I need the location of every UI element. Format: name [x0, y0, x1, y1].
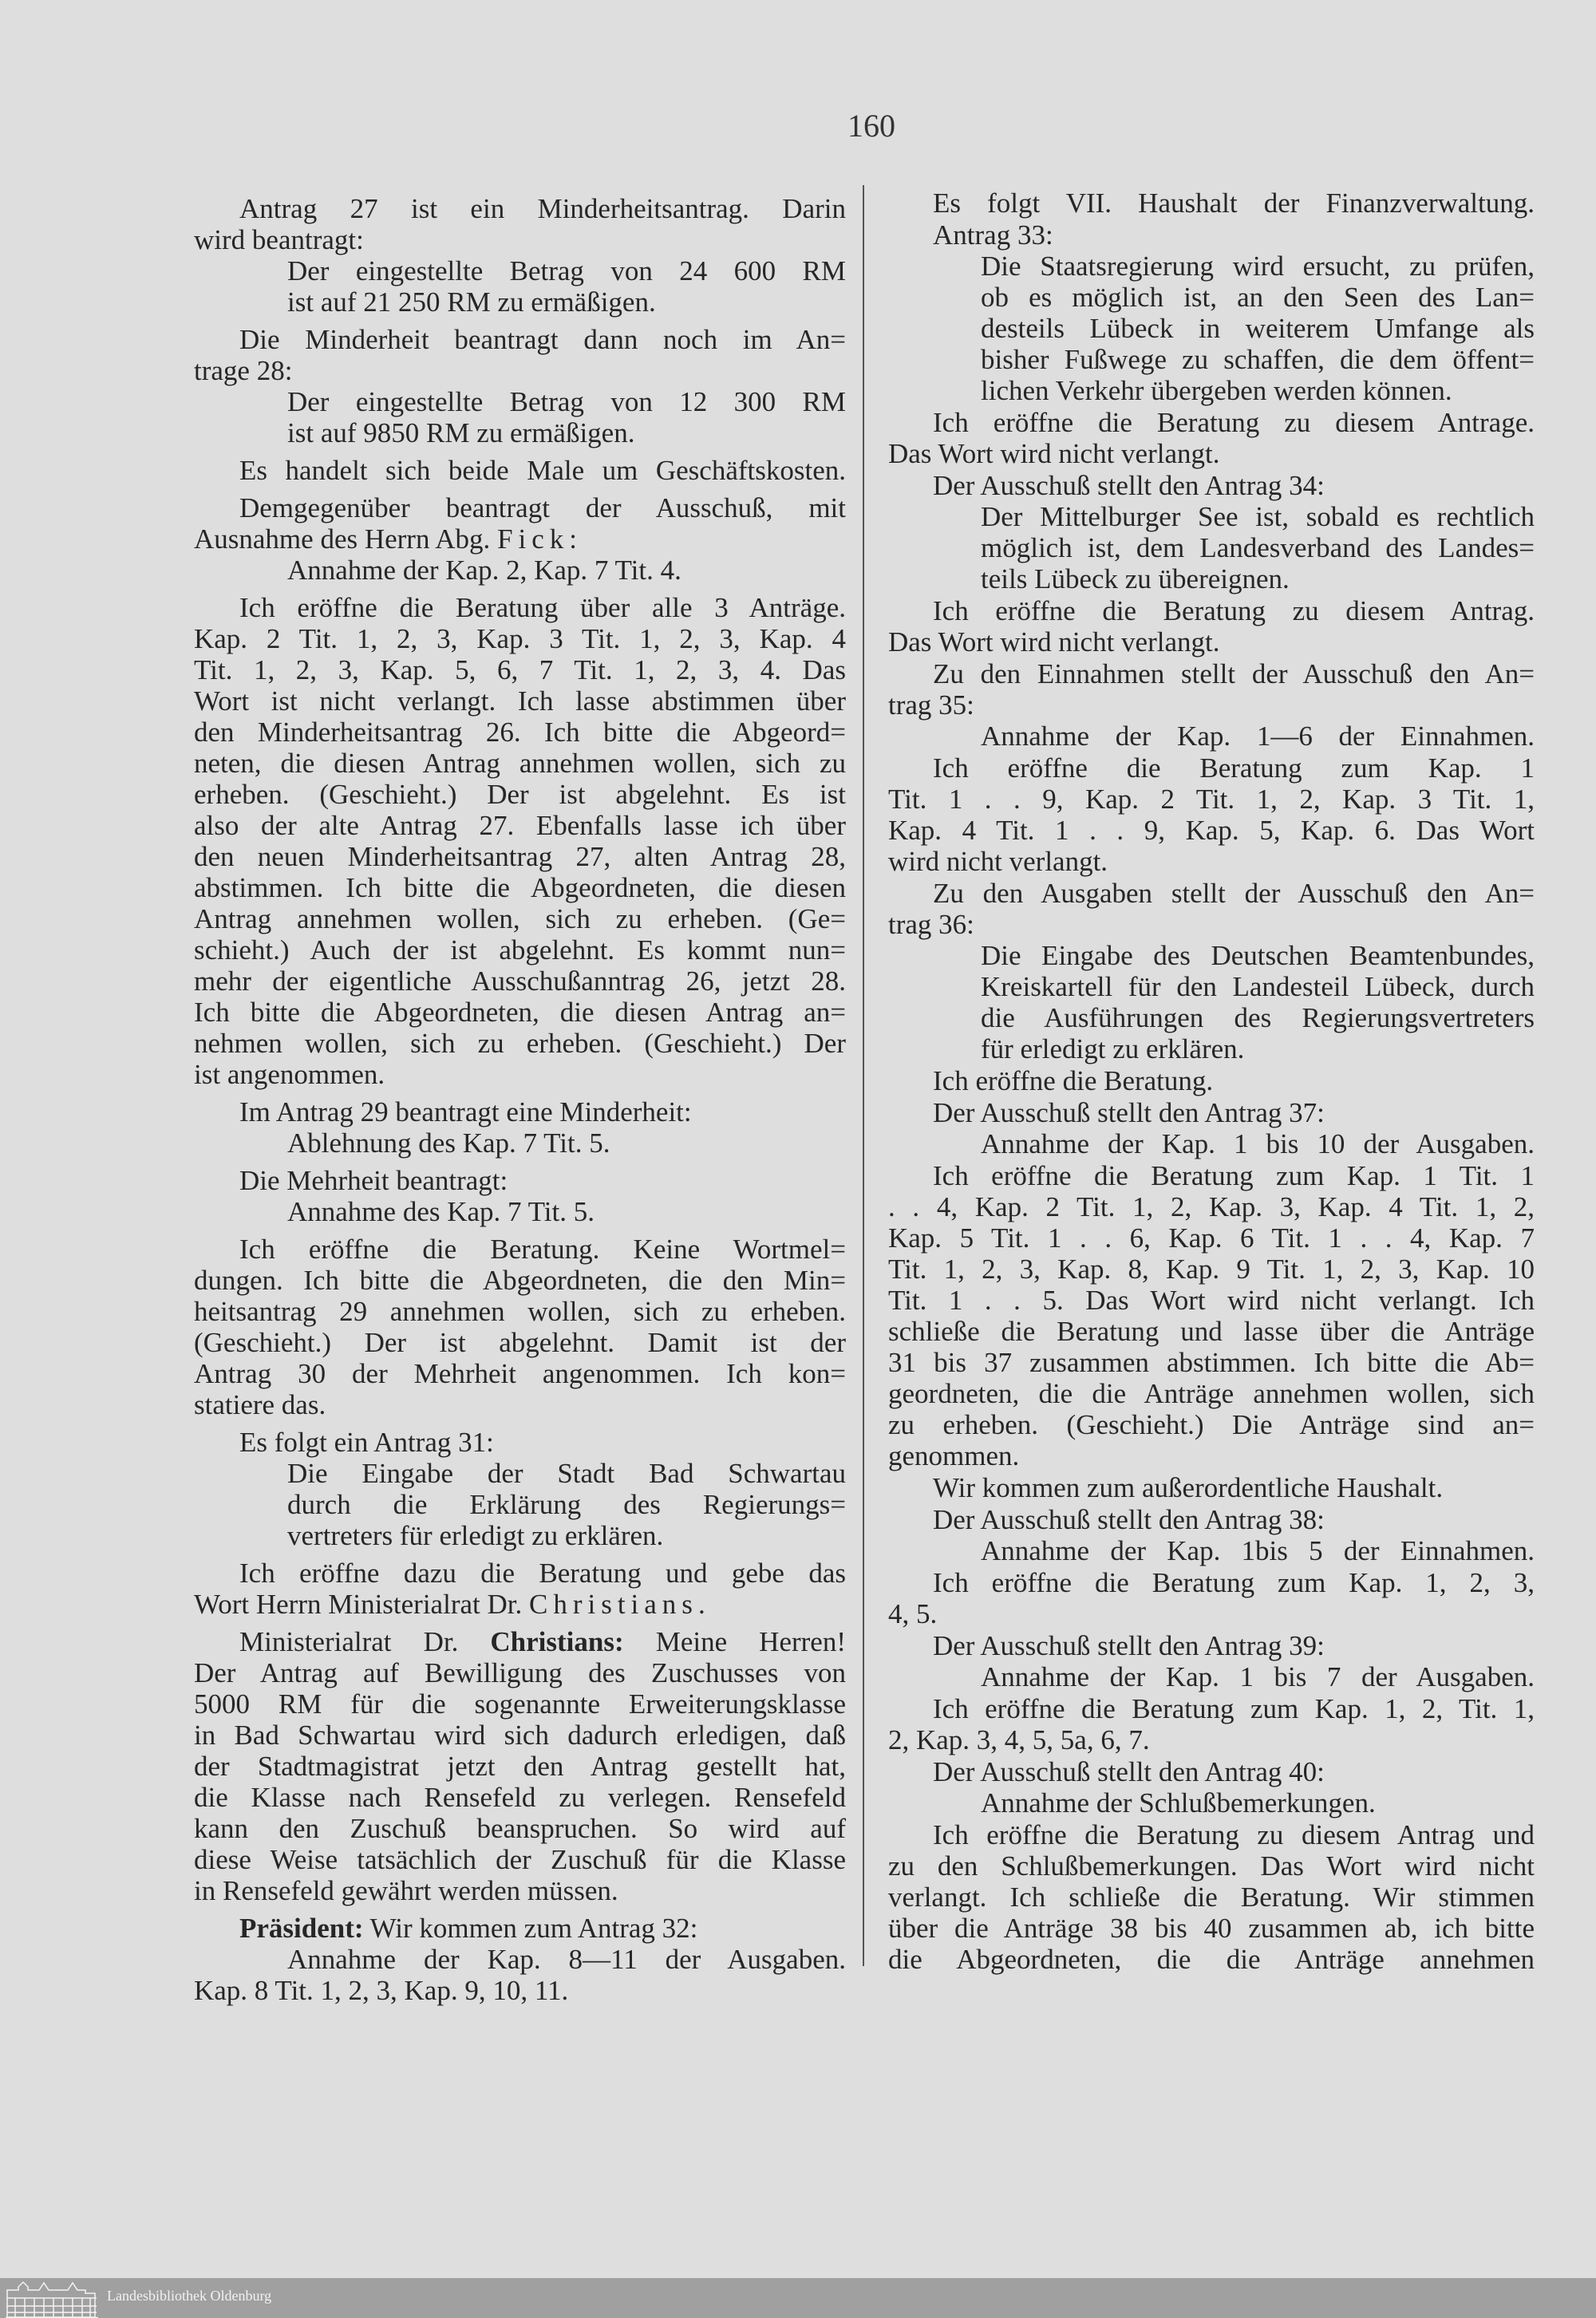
- motion-text-line: Kreiskartell für den Landesteil Lübeck, durch: [981, 971, 1535, 1002]
- text-line: Kap. 4 Tit. 1 . . 9, Kap. 5, Kap. 6. Das Wort: [888, 815, 1535, 846]
- motion-text-line: Die Staatsregierung wird ersucht, zu prüfen,: [981, 251, 1535, 282]
- text-line: erheben. (Geschieht.) Der ist abgelehnt. Es ist: [194, 779, 846, 810]
- motion-text-line: Annahme der Kap. 1 bis 10 der Ausgaben.: [981, 1128, 1535, 1159]
- text-line: Wir kommen zum außerordentliche Haushalt.: [933, 1472, 1444, 1503]
- motion-text-line: lichen Verkehr übergeben werden können.: [981, 375, 1452, 406]
- text-line: die Klasse nach Rensefeld zu verlegen. Rensefeld: [194, 1782, 846, 1813]
- text-line: Wort ist nicht verlangt. Ich lasse abstimmen über: [194, 685, 846, 717]
- text-line: Ich eröffne die Beratung zu diesem Antrage.: [933, 407, 1535, 438]
- motion-text-line: Annahme des Kap. 7 Tit. 5.: [287, 1196, 595, 1227]
- text-line: kann den Zuschuß beanspruchen. So wird auf: [194, 1813, 846, 1844]
- text-line: heitsantrag 29 annehmen wollen, sich zu erheben.: [194, 1296, 846, 1327]
- motion-text-line: durch die Erklärung des Regierungs=: [287, 1489, 846, 1520]
- text-line: der Stadtmagistrat jetzt den Antrag gestellt hat,: [194, 1751, 846, 1782]
- motion-text-line: Annahme der Kap. 1 bis 7 der Ausgaben.: [981, 1661, 1535, 1692]
- text-line: Kap. 8 Tit. 1, 2, 3, Kap. 9, 10, 11.: [194, 1975, 569, 2006]
- text-line: Zu den Ausgaben stellt der Ausschuß den An=: [933, 878, 1535, 909]
- motion-text-line: möglich ist, dem Landesverband des Landes=: [981, 532, 1535, 563]
- motion-text-line: Annahme der Kap. 2, Kap. 7 Tit. 4.: [287, 555, 681, 586]
- text-line: Ich bitte die Abgeordneten, die diesen Antrag an=: [194, 997, 846, 1028]
- motion-text-line: Der eingestellte Betrag von 24 600 RM: [287, 255, 846, 286]
- text-line: abstimmen. Ich bitte die Abgeordneten, die diesen: [194, 872, 846, 903]
- text-line: Tit. 1, 2, 3, Kap. 5, 6, 7 Tit. 1, 2, 3, 4. Das: [194, 654, 846, 685]
- text-line: Es handelt sich beide Male um Geschäftskosten.: [239, 455, 846, 486]
- text-span: Ministerialrat Dr.: [239, 1626, 491, 1657]
- text-line: Tit. 1, 2, 3, Kap. 8, Kap. 9 Tit. 1, 2, 3, Kap. 10: [888, 1254, 1535, 1285]
- left-column: [194, 187, 846, 2006]
- text-line: Ich eröffne die Beratung. Keine Wortmel=: [239, 1234, 846, 1265]
- text-line: Tit. 1 . . 9, Kap. 2 Tit. 1, 2, Kap. 3 Tit. 1,: [888, 784, 1535, 815]
- text-line: statiere das.: [194, 1389, 326, 1420]
- text-line: 2, Kap. 3, 4, 5, 5a, 6, 7.: [888, 1724, 1150, 1755]
- column-divider: [863, 185, 864, 1966]
- text-line: die Abgeordneten, die die Anträge annehmen: [888, 1944, 1535, 1975]
- text-line: Ich eröffne die Beratung zum Kap. 1, 2, 3,: [933, 1567, 1535, 1598]
- text-line: Der Antrag auf Bewilligung des Zuschusses von: [194, 1657, 846, 1688]
- text-line: zu erheben. (Geschieht.) Die Anträge sind an=: [888, 1409, 1535, 1440]
- text-line: zu den Schlußbemerkungen. Das Wort wird nicht: [888, 1850, 1535, 1882]
- text-line: mehr der eigentliche Ausschußanntrag 26, jetzt 28.: [194, 966, 846, 997]
- text-line: Ich eröffne die Beratung über alle 3 Anträge.: [239, 592, 846, 623]
- motion-text-line: Der eingestellte Betrag von 12 300 RM: [287, 386, 846, 417]
- text-line: Im Antrag 29 beantragt eine Minderheit:: [239, 1096, 692, 1127]
- text-line: trag 36:: [888, 909, 974, 940]
- text-line: [194, 1626, 846, 1657]
- text-line: [194, 1913, 846, 1944]
- text-line: Es folgt VII. Haushalt der Finanzverwaltung.: [933, 188, 1535, 219]
- text-line: wird nicht verlangt.: [888, 846, 1108, 877]
- text-span: Meine Herren!: [623, 1626, 846, 1657]
- text-line: Die Mehrheit beantragt:: [239, 1165, 508, 1196]
- motion-text-line: Die Eingabe des Deutschen Beamtenbundes,: [981, 940, 1535, 971]
- motion-text-line: Annahme der Kap. 1—6 der Einnahmen.: [981, 721, 1535, 752]
- text-line: [194, 1589, 846, 1620]
- text-line: trag 35:: [888, 689, 974, 721]
- text-line: verlangt. Ich schließe die Beratung. Wir stimmen: [888, 1882, 1535, 1913]
- text-line: . . 4, Kap. 2 Tit. 1, 2, Kap. 3, Kap. 4 Tit. 1, 2,: [888, 1191, 1535, 1222]
- text-line: Demgegenüber beantragt der Ausschuß, mit: [239, 492, 846, 523]
- motion-text-line: Ablehnung des Kap. 7 Tit. 5.: [287, 1127, 610, 1159]
- text-line: trage 28:: [194, 355, 293, 386]
- text-line: dungen. Ich bitte die Abgeordneten, die den Min=: [194, 1265, 846, 1296]
- text-line: 5000 RM für die sogenannte Erweiterungsklasse: [194, 1688, 846, 1720]
- text-line: Der Ausschuß stellt den Antrag 34:: [933, 470, 1325, 501]
- text-span: :: [569, 523, 578, 555]
- text-line: Die Minderheit beantragt dann noch im An=: [239, 324, 846, 355]
- text-line: (Geschieht.) Der ist abgelehnt. Damit ist der: [194, 1327, 846, 1358]
- text-line: Der Ausschuß stellt den Antrag 40:: [933, 1756, 1325, 1787]
- motion-text-line: die Ausführungen des Regierungsvertreters: [981, 1002, 1535, 1033]
- text-line: Ich eröffne die Beratung zu diesem Antrag.: [933, 595, 1535, 626]
- motion-text-line: teils Lübeck zu übereignen.: [981, 563, 1290, 594]
- text-line: also der alte Antrag 27. Ebenfalls lasse ich über: [194, 810, 846, 841]
- motion-text-line: ist auf 21 250 RM zu ermäßigen.: [287, 286, 656, 318]
- motion-text-line: Die Eingabe der Stadt Bad Schwartau: [287, 1458, 846, 1489]
- footer-bar: [0, 2278, 1596, 2318]
- text-line: Antrag 33:: [933, 219, 1053, 251]
- page-number: 160: [847, 108, 895, 144]
- motion-text-line: ist auf 9850 RM zu ermäßigen.: [287, 417, 635, 448]
- motion-text-line: bisher Fußwege zu schaffen, die dem öffent=: [981, 344, 1535, 375]
- text-line: den neuen Minderheitsantrag 27, alten Antrag 28,: [194, 841, 846, 872]
- text-line: in Bad Schwartau wird sich dadurch erledigen, daß: [194, 1720, 846, 1751]
- text-line: nehmen wollen, sich zu erheben. (Geschieht.) Der: [194, 1028, 846, 1059]
- text-line: wird beantragt:: [194, 224, 364, 255]
- text-line: Der Ausschuß stellt den Antrag 37:: [933, 1097, 1325, 1128]
- motion-text-line: vertreters für erledigt zu erklären.: [287, 1520, 664, 1551]
- text-line: genommen.: [888, 1440, 1020, 1471]
- text-line: Das Wort wird nicht verlangt.: [888, 626, 1220, 657]
- text-line: schließe die Beratung und lasse über die Anträge: [888, 1316, 1535, 1347]
- text-line: Antrag 30 der Mehrheit angenommen. Ich kon=: [194, 1358, 846, 1389]
- library-name: Landesbibliothek Oldenburg: [107, 2288, 272, 2304]
- text-line: Zu den Einnahmen stellt der Ausschuß den An=: [933, 658, 1535, 689]
- text-line: Der Ausschuß stellt den Antrag 39:: [933, 1630, 1325, 1661]
- emphasized-name: Christians: [528, 1589, 698, 1620]
- text-line: Der Ausschuß stellt den Antrag 38:: [933, 1504, 1325, 1535]
- speaker-name: Präsident:: [239, 1913, 364, 1944]
- text-line: geordneten, die die Anträge annehmen wollen, sich: [888, 1378, 1535, 1409]
- text-line: Ich eröffne die Beratung zu diesem Antrag und: [933, 1819, 1535, 1850]
- text-line: [194, 523, 846, 555]
- text-line: Antrag annehmen wollen, sich zu erheben. (Ge=: [194, 903, 846, 934]
- motion-text-line: für erledigt zu erklären.: [981, 1033, 1245, 1064]
- speaker-name: Christians:: [490, 1626, 624, 1657]
- text-span: Wort Herrn Ministerialrat Dr.: [194, 1589, 529, 1620]
- text-line: über die Anträge 38 bis 40 zusammen ab, ich bitte: [888, 1913, 1535, 1944]
- text-span: Wir kommen zum Antrag 32:: [363, 1913, 698, 1944]
- library-building-icon: [6, 2280, 98, 2318]
- text-line: Es folgt ein Antrag 31:: [239, 1427, 494, 1458]
- text-line: Das Wort wird nicht verlangt.: [888, 438, 1220, 469]
- motion-text-line: Annahme der Kap. 1bis 5 der Einnahmen.: [981, 1535, 1535, 1566]
- text-line: 31 bis 37 zusammen abstimmen. Ich bitte die Ab=: [888, 1347, 1535, 1378]
- text-line: 4, 5.: [888, 1598, 938, 1629]
- motion-text-line: Der Mittelburger See ist, sobald es rechtlich: [981, 501, 1535, 532]
- motion-text-line: ob es möglich ist, an den Seen des Lan=: [981, 282, 1535, 313]
- text-line: neten, die diesen Antrag annehmen wollen, sich zu: [194, 748, 846, 779]
- text-line: den Minderheitsantrag 26. Ich bitte die Abgeord=: [194, 717, 846, 748]
- text-line: diese Weise tatsächlich der Zuschuß für die Klasse: [194, 1844, 846, 1875]
- text-line: Ich eröffne die Beratung zum Kap. 1: [933, 752, 1535, 784]
- text-line: ist angenommen.: [194, 1059, 385, 1090]
- text-line: Ich eröffne die Beratung zum Kap. 1, 2, Tit. 1,: [933, 1693, 1535, 1724]
- text-line: Antrag 27 ist ein Minderheitsantrag. Darin: [239, 193, 846, 224]
- text-line: in Rensefeld gewährt werden müssen.: [194, 1875, 618, 1906]
- text-line: Ich eröffne dazu die Beratung und gebe das: [239, 1558, 846, 1589]
- text-line: Kap. 2 Tit. 1, 2, 3, Kap. 3 Tit. 1, 2, 3, Kap. 4: [194, 623, 846, 654]
- motion-text-line: Annahme der Schlußbemerkungen.: [981, 1787, 1376, 1818]
- motion-text-line: desteils Lübeck in weiterem Umfange als: [981, 313, 1535, 344]
- text-span: Ausnahme des Herrn Abg.: [194, 523, 498, 555]
- right-column: [888, 187, 1535, 1975]
- emphasized-name: Fick: [497, 523, 570, 555]
- text-span: .: [697, 1589, 705, 1620]
- text-line: Kap. 5 Tit. 1 . . 6, Kap. 6 Tit. 1 . . 4, Kap. 7: [888, 1222, 1535, 1254]
- text-line: Ich eröffne die Beratung zum Kap. 1 Tit. 1: [933, 1160, 1535, 1191]
- motion-text-line: Annahme der Kap. 8—11 der Ausgaben.: [287, 1944, 846, 1975]
- text-line: Tit. 1 . . 5. Das Wort wird nicht verlangt. Ich: [888, 1285, 1535, 1316]
- text-line: Ich eröffne die Beratung.: [933, 1065, 1214, 1096]
- text-line: schieht.) Auch der ist abgelehnt. Es kommt nun=: [194, 934, 846, 966]
